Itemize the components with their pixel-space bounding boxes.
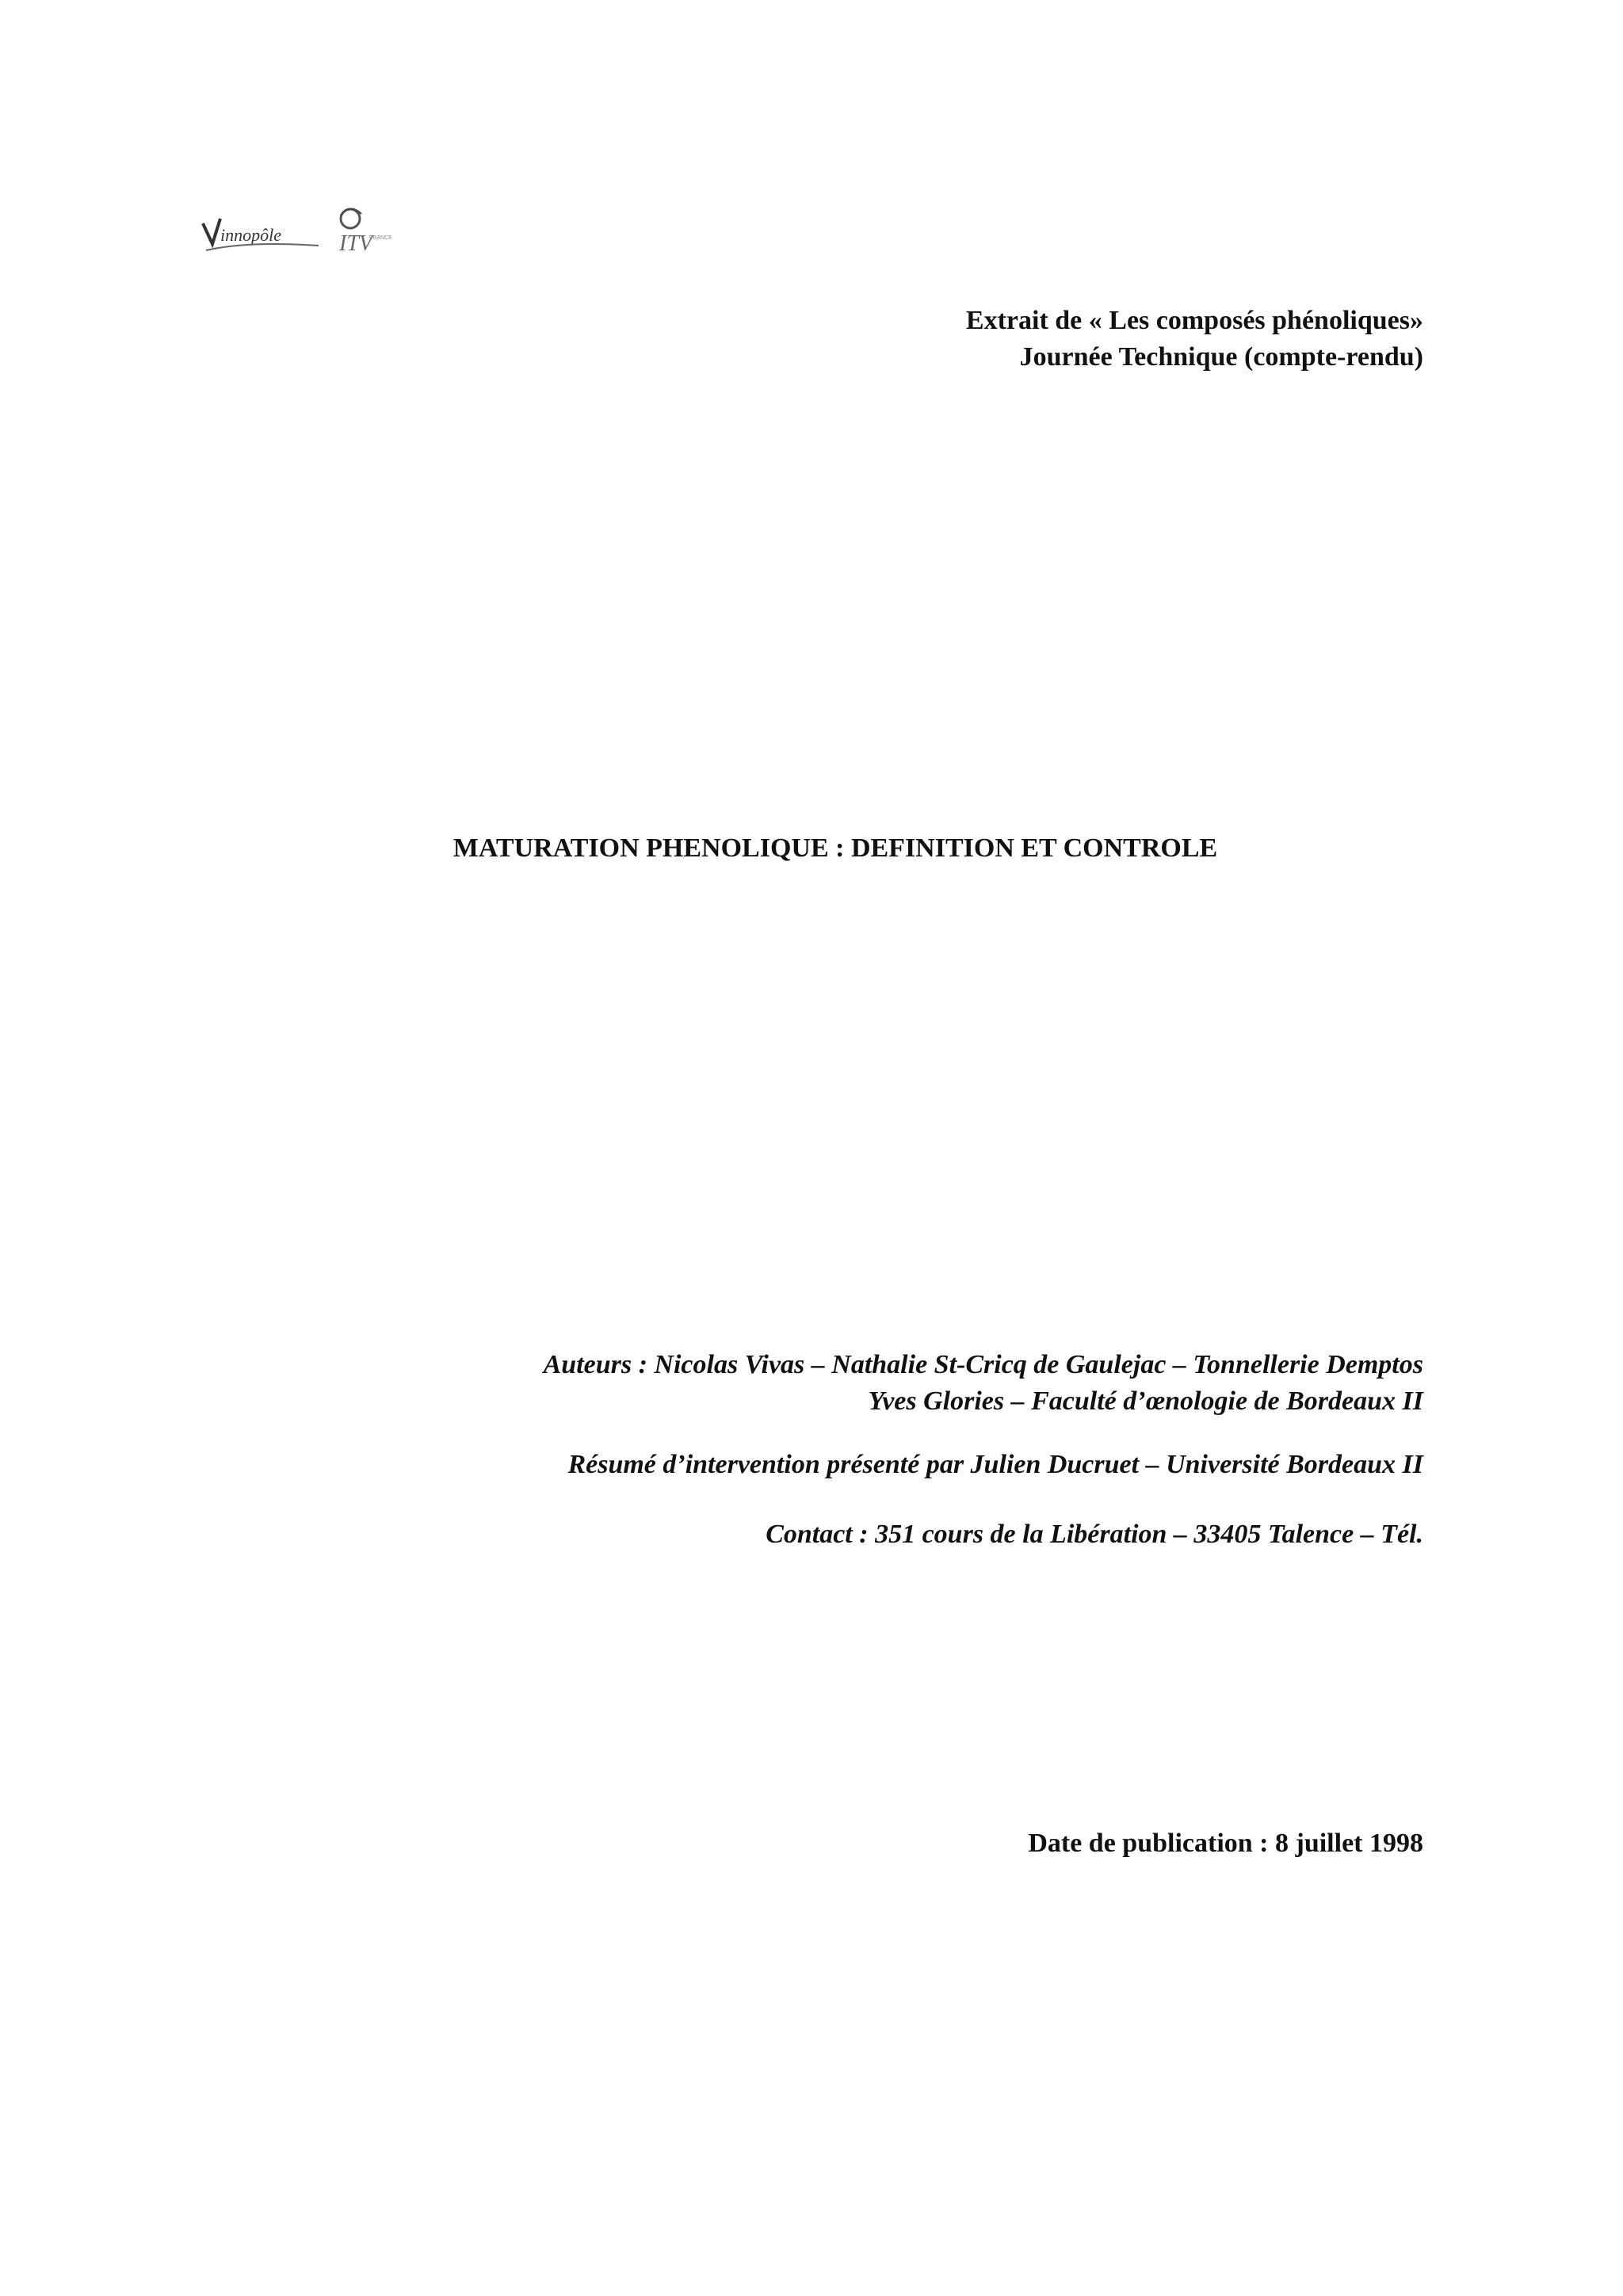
- publication-date: Date de publication : 8 juillet 1998: [1028, 1829, 1423, 1858]
- contact-line: Contact : 351 cours de la Libération – 33405 Talence – Tél.: [766, 1520, 1423, 1549]
- header-line-2: Journée Technique (compte-rendu): [1019, 342, 1423, 372]
- vinnopole-logo: [203, 219, 319, 250]
- vinnopole-wordmark: innopôle: [220, 225, 281, 245]
- document-title: MATURATION PHENOLIQUE : DEFINITION ET CONTROLE: [453, 833, 1218, 863]
- svg-text:FRANCE: FRANCE: [369, 235, 392, 241]
- itv-logo: [338, 208, 392, 256]
- itv-wordmark: ITV: [339, 231, 372, 256]
- summary-line: Résumé d’intervention présenté par Julien Ducruet – Université Bordeaux II: [567, 1450, 1423, 1479]
- header-line-1: Extrait de « Les composés phénoliques»: [965, 306, 1423, 335]
- authors-block: [544, 1347, 1423, 1420]
- authors-line-1: Auteurs : Nicolas Vivas – Nathalie St-Cricq de Gaulejac – Tonnellerie Demptos: [543, 1350, 1423, 1379]
- authors-line-2: Yves Glories – Faculté d’œnologie de Bordeaux II: [868, 1386, 1423, 1416]
- header-block: [966, 303, 1423, 376]
- logos: [200, 200, 406, 263]
